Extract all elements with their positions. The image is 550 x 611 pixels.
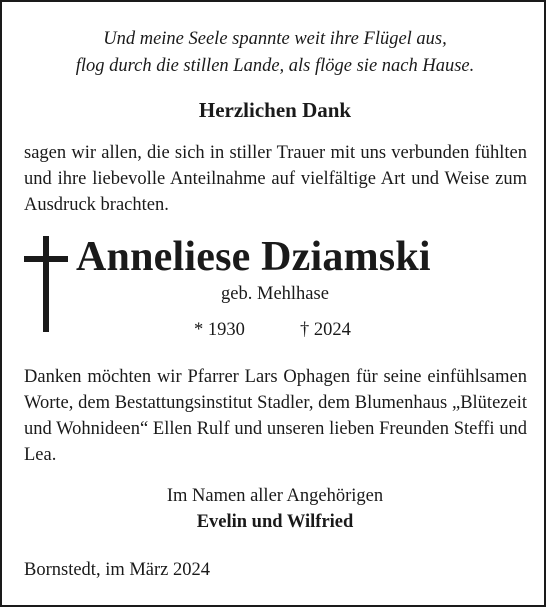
thanks-heading: Herzlichen Dank xyxy=(198,98,352,122)
place-date: Bornstedt, im März 2024 xyxy=(24,560,211,580)
maiden-name: geb. Mehlhase xyxy=(221,284,329,304)
signature-intro: Im Namen aller Angehörigen xyxy=(166,486,384,506)
death-year: † 2024 xyxy=(300,320,351,340)
deceased-name: Anneliese Dziamski xyxy=(76,234,431,280)
poem xyxy=(0,26,550,80)
signature-names: Evelin und Wilfried xyxy=(196,512,354,532)
gratitude-paragraph: Danken möchten wir Pfarrer Lars Ophagen für seine einfühlsamen Worte, dem Bestattungsinstitut Stadler, dem Blumenhaus „Blütezeit und Wohnideen“ Ellen Rulf und unseren lieben Freunden Steffi und Lea. xyxy=(24,367,527,465)
cross-horizontal-bar xyxy=(24,256,68,262)
poem-line-2: flog durch die stillen Lande, als flöge sie nach Hause. xyxy=(75,56,475,76)
poem-line-1: Und meine Seele spannte weit ihre Flügel aus, xyxy=(103,29,447,49)
thanks-paragraph: sagen wir allen, die sich in stiller Trauer mit uns verbunden fühlten und ihre liebevolle Anteilnahme auf vielfältige Art und Weise zum Ausdruck brachten. xyxy=(24,143,527,215)
birth-year: * 1930 xyxy=(194,320,245,340)
